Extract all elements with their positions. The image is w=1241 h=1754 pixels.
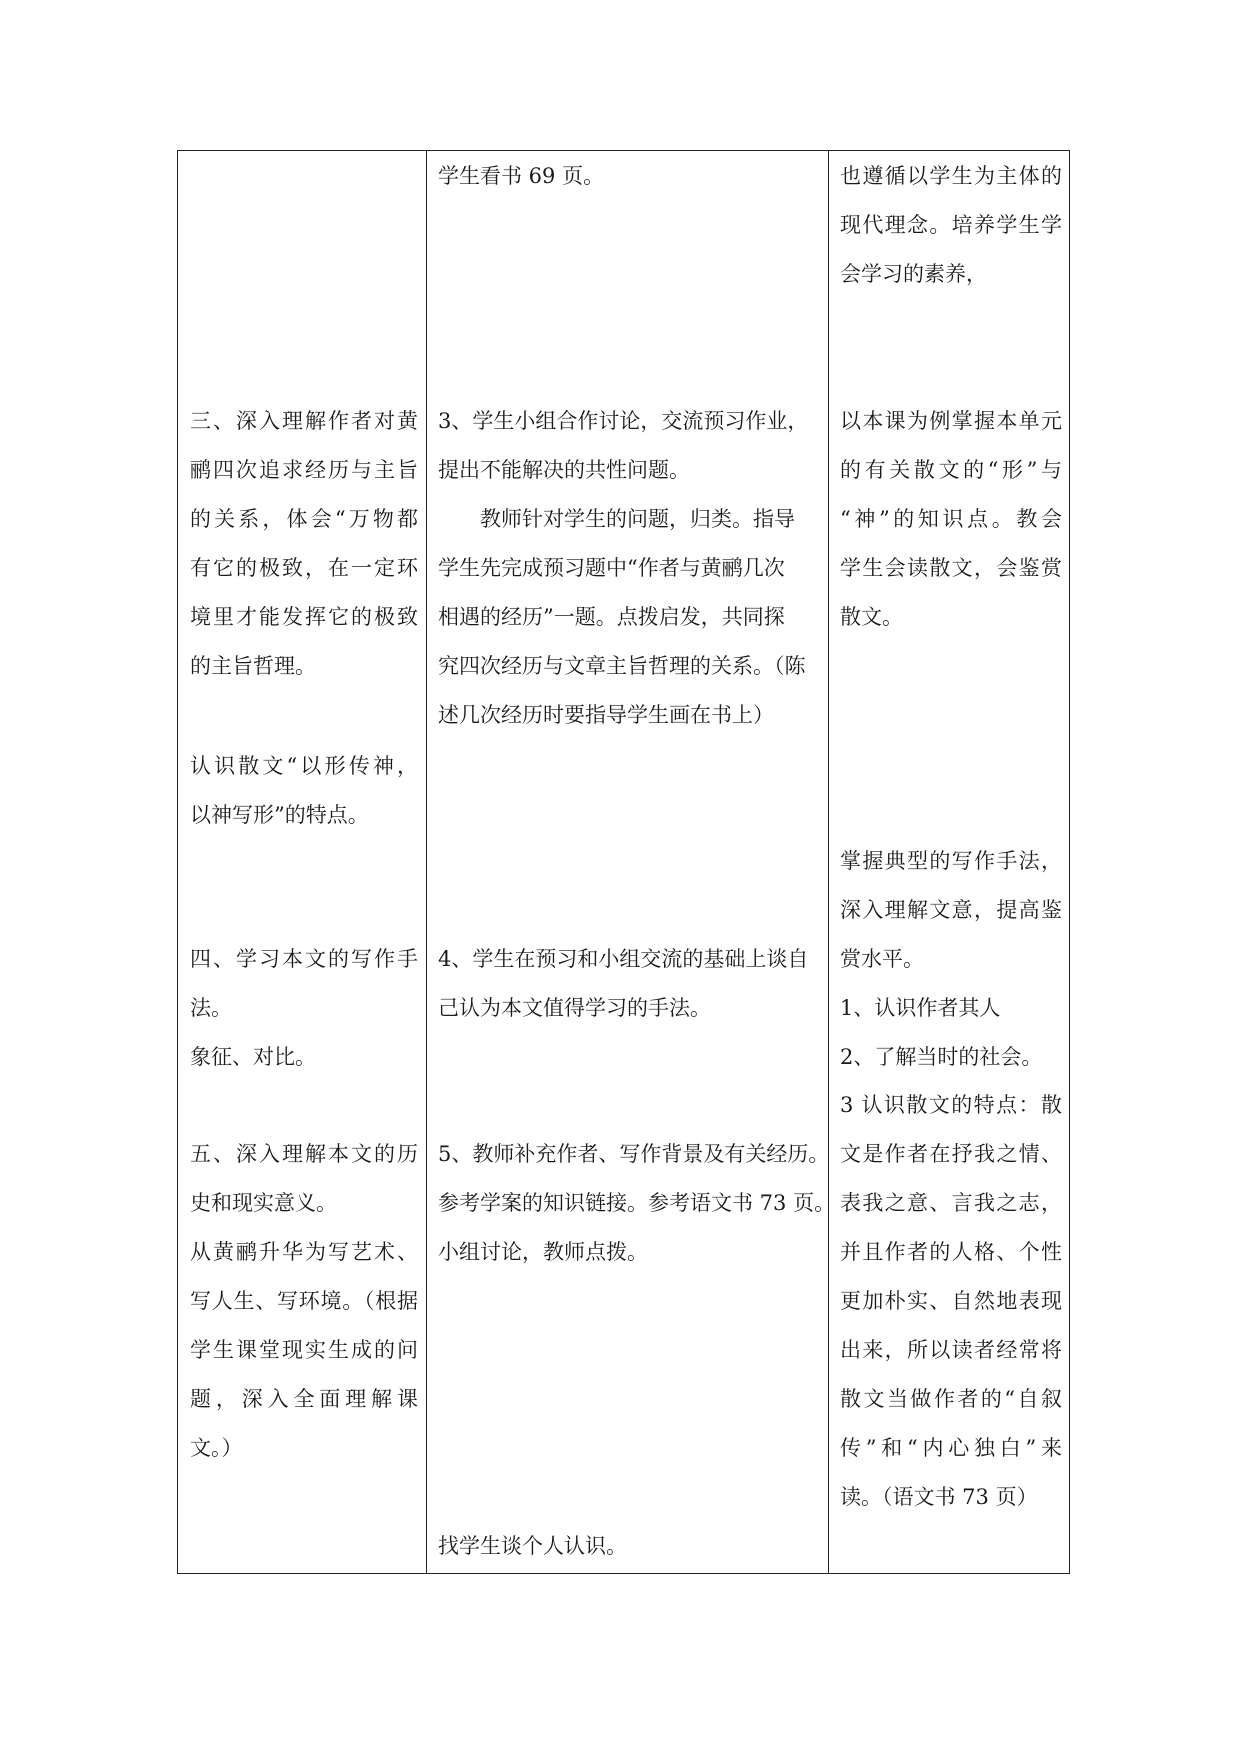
cell-line: 有它的极致，在一定环 — [190, 556, 418, 580]
cell-line: 以本课为例掌握本单元 — [840, 409, 1062, 433]
cell-line: 也遵循以学生为主体的 — [840, 164, 1062, 188]
cell-line: 境里才能发挥它的极致 — [190, 605, 418, 629]
cell-line: 散文当做作者的“自叙 — [840, 1387, 1062, 1411]
cell-line: 出来，所以读者经常将 — [840, 1338, 1062, 1362]
cell-line: 认识散文“以形传神， — [190, 754, 418, 778]
cell-line: 深入理解文意，提高鉴 — [840, 898, 1062, 922]
cell-line: 以神写形”的特点。 — [190, 803, 369, 827]
cell-line: “神”的知识点。教会 — [840, 507, 1062, 531]
cell-line: 史和现实意义。 — [190, 1191, 337, 1215]
cell-line: 掌握典型的写作手法， — [840, 849, 1062, 873]
cell-line: 鹂四次追求经历与主旨 — [190, 458, 418, 482]
cell-line: 题，深入全面理解课 — [190, 1387, 418, 1411]
cell-line: 学生课堂现实生成的问 — [190, 1338, 418, 1362]
cell-line: 学生会读散文，会鉴赏 — [840, 556, 1062, 580]
cell-line: 赏水平。 — [840, 947, 924, 971]
cell-line: 5、教师补充作者、写作背景及有关经历。 — [438, 1142, 830, 1166]
cell-line: 参考学案的知识链接。参考语文书 73 页。 — [438, 1191, 836, 1215]
cell-line: 会学习的素养， — [840, 262, 987, 286]
cell-line: 读。（语文书 73 页） — [840, 1485, 1038, 1509]
cell-line: 己认为本文值得学习的手法。 — [438, 996, 711, 1020]
cell-line: 传”和“内心独白”来 — [840, 1436, 1062, 1460]
cell-line: 散文。 — [840, 605, 903, 629]
lesson-plan-table — [177, 150, 1070, 1574]
cell-line: 的有关散文的“形”与 — [840, 458, 1062, 482]
cell-line: 相遇的经历”一题。点拨启发，共同探 — [438, 605, 785, 629]
cell-line: 4、学生在预习和小组交流的基础上谈自 — [438, 947, 809, 971]
cell-line: 从黄鹂升华为写艺术、 — [190, 1240, 418, 1264]
cell-line: 四、学习本文的写作手 — [190, 947, 418, 971]
cell-line: 学生看书 69 页。 — [438, 164, 605, 188]
cell-line: 写人生、写环境。（根据 — [190, 1289, 418, 1313]
cell-line: 小组讨论，教师点拨。 — [438, 1240, 648, 1264]
cell-line: 究四次经历与文章主旨哲理的关系。（陈 — [438, 654, 806, 678]
cell-line: 教师针对学生的问题，归类。指导 — [438, 507, 795, 531]
cell-line: 提出不能解决的共性问题。 — [438, 458, 690, 482]
cell-line: 文。） — [190, 1436, 243, 1460]
cell-line: 象征、对比。 — [190, 1045, 316, 1069]
cell-line: 三、深入理解作者对黄 — [190, 409, 418, 433]
cell-line: 表我之意、言我之志， — [840, 1191, 1062, 1215]
cell-line: 的主旨哲理。 — [190, 654, 316, 678]
cell-line: 并且作者的人格、个性 — [840, 1240, 1062, 1264]
cell-line: 五、深入理解本文的历 — [190, 1142, 418, 1166]
cell-line: 3 认识散文的特点：散 — [840, 1093, 1062, 1117]
cell-line: 更加朴实、自然地表现 — [840, 1289, 1062, 1313]
cell-line: 学生先完成预习题中“作者与黄鹂几次 — [438, 556, 785, 580]
cell-line: 文是作者在抒我之情、 — [840, 1142, 1062, 1166]
cell-line: 述几次经历时要指导学生画在书上） — [438, 703, 774, 727]
cell-line: 的关系，体会“万物都 — [190, 507, 418, 531]
cell-line: 1、认识作者其人 — [840, 996, 1001, 1020]
cell-line: 找学生谈个人认识。 — [438, 1534, 627, 1558]
cell-line: 3、学生小组合作讨论，交流预习作业， — [438, 409, 809, 433]
column-divider — [426, 151, 427, 1573]
cell-line: 现代理念。培养学生学 — [840, 213, 1062, 237]
cell-line: 2、了解当时的社会。 — [840, 1045, 1043, 1069]
column-divider — [828, 151, 829, 1573]
cell-line: 法。 — [190, 996, 232, 1020]
